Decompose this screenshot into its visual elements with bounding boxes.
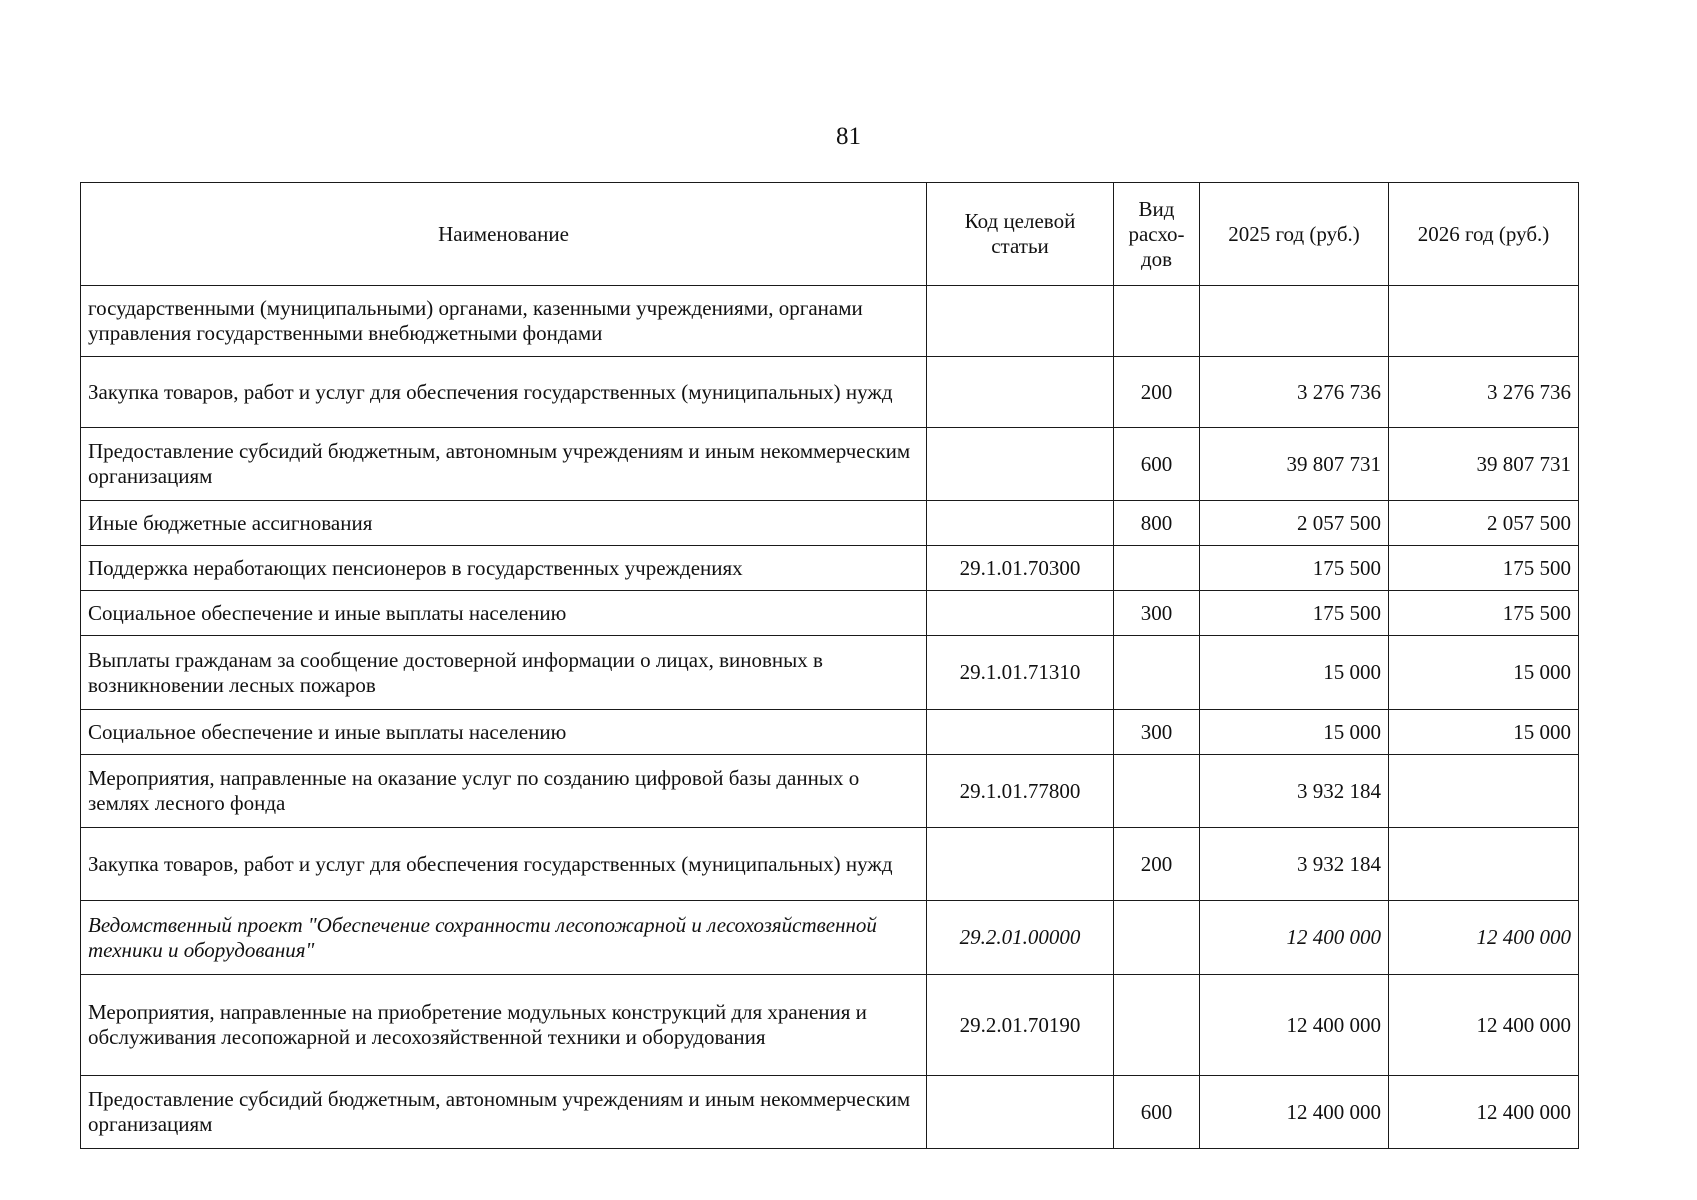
row-vid <box>1114 636 1200 710</box>
row-2025: 175 500 <box>1200 591 1389 636</box>
table-row <box>81 428 1579 501</box>
row-name: Социальное обеспечение и иные выплаты населению <box>81 710 927 755</box>
row-2025: 3 932 184 <box>1200 828 1389 901</box>
budget-table <box>80 182 1579 1149</box>
row-2026: 12 400 000 <box>1389 975 1579 1076</box>
row-name: Мероприятия, направленные на оказание услуг по созданию цифровой базы данных о землях лесного фонда <box>81 755 927 828</box>
row-code <box>927 591 1114 636</box>
table-header-row <box>81 183 1579 286</box>
row-name: Социальное обеспечение и иные выплаты населению <box>81 591 927 636</box>
row-2026: 15 000 <box>1389 636 1579 710</box>
table-row-project <box>81 901 1579 975</box>
row-2025: 175 500 <box>1200 546 1389 591</box>
table-row <box>81 1076 1579 1149</box>
row-vid: 300 <box>1114 591 1200 636</box>
table-row <box>81 755 1579 828</box>
row-2026: 15 000 <box>1389 710 1579 755</box>
row-vid: 300 <box>1114 710 1200 755</box>
row-code: 29.1.01.71310 <box>927 636 1114 710</box>
row-name: Выплаты гражданам за сообщение достоверной информации о лицах, виновных в возникновении лесных пожаров <box>81 636 927 710</box>
row-code <box>927 501 1114 546</box>
row-vid: 600 <box>1114 428 1200 501</box>
row-2025: 12 400 000 <box>1200 1076 1389 1149</box>
row-code: 29.2.01.70190 <box>927 975 1114 1076</box>
row-code: 29.1.01.77800 <box>927 755 1114 828</box>
row-code <box>927 357 1114 428</box>
row-2026: 12 400 000 <box>1389 1076 1579 1149</box>
row-2025 <box>1200 286 1389 357</box>
row-name: Мероприятия, направленные на приобретение модульных конструкций для хранения и обслуживания лесопожарной и лесохозяйственной техники и оборудования <box>81 975 927 1076</box>
row-2025: 15 000 <box>1200 636 1389 710</box>
row-2025: 15 000 <box>1200 710 1389 755</box>
header-vid: Вид расхо-дов <box>1114 183 1200 286</box>
row-name: Иные бюджетные ассигнования <box>81 501 927 546</box>
table-row <box>81 710 1579 755</box>
row-2025: 3 276 736 <box>1200 357 1389 428</box>
table-row <box>81 546 1579 591</box>
page-number: 81 <box>836 123 861 150</box>
row-name: Поддержка неработающих пенсионеров в государственных учреждениях <box>81 546 927 591</box>
header-name: Наименование <box>81 183 927 286</box>
row-vid: 600 <box>1114 1076 1200 1149</box>
row-vid <box>1114 975 1200 1076</box>
row-2026 <box>1389 828 1579 901</box>
row-name: Ведомственный проект "Обеспечение сохранности лесопожарной и лесохозяйственной техники и оборудования" <box>81 901 927 975</box>
row-2026: 2 057 500 <box>1389 501 1579 546</box>
table-row <box>81 636 1579 710</box>
row-2026: 39 807 731 <box>1389 428 1579 501</box>
row-name: Предоставление субсидий бюджетным, автономным учреждениям и иным некоммерческим организациям <box>81 428 927 501</box>
row-vid <box>1114 286 1200 357</box>
row-code <box>927 428 1114 501</box>
row-2025: 3 932 184 <box>1200 755 1389 828</box>
row-2025: 12 400 000 <box>1200 901 1389 975</box>
table-row <box>81 286 1579 357</box>
row-code: 29.2.01.00000 <box>927 901 1114 975</box>
header-code: Код целевой статьи <box>927 183 1114 286</box>
row-2026: 175 500 <box>1389 591 1579 636</box>
table-row <box>81 591 1579 636</box>
row-2026 <box>1389 286 1579 357</box>
table-row <box>81 357 1579 428</box>
row-vid: 200 <box>1114 357 1200 428</box>
header-2025: 2025 год (руб.) <box>1200 183 1389 286</box>
row-2026: 12 400 000 <box>1389 901 1579 975</box>
row-vid: 800 <box>1114 501 1200 546</box>
row-2026 <box>1389 755 1579 828</box>
row-name: Предоставление субсидий бюджетным, автономным учреждениям и иным некоммерческим организациям <box>81 1076 927 1149</box>
header-2026: 2026 год (руб.) <box>1389 183 1579 286</box>
row-2025: 12 400 000 <box>1200 975 1389 1076</box>
row-code <box>927 1076 1114 1149</box>
row-2025: 2 057 500 <box>1200 501 1389 546</box>
row-name: Закупка товаров, работ и услуг для обеспечения государственных (муниципальных) нужд <box>81 357 927 428</box>
row-2025: 39 807 731 <box>1200 428 1389 501</box>
row-code <box>927 828 1114 901</box>
row-name: Закупка товаров, работ и услуг для обеспечения государственных (муниципальных) нужд <box>81 828 927 901</box>
row-name: государственными (муниципальными) органами, казенными учреждениями, органами управления государственными внебюджетными фондами <box>81 286 927 357</box>
row-code <box>927 710 1114 755</box>
row-vid <box>1114 546 1200 591</box>
row-vid <box>1114 755 1200 828</box>
row-vid <box>1114 901 1200 975</box>
table-row <box>81 828 1579 901</box>
row-2026: 175 500 <box>1389 546 1579 591</box>
table-row <box>81 501 1579 546</box>
row-2026: 3 276 736 <box>1389 357 1579 428</box>
row-vid: 200 <box>1114 828 1200 901</box>
row-code: 29.1.01.70300 <box>927 546 1114 591</box>
table-row <box>81 975 1579 1076</box>
row-code <box>927 286 1114 357</box>
